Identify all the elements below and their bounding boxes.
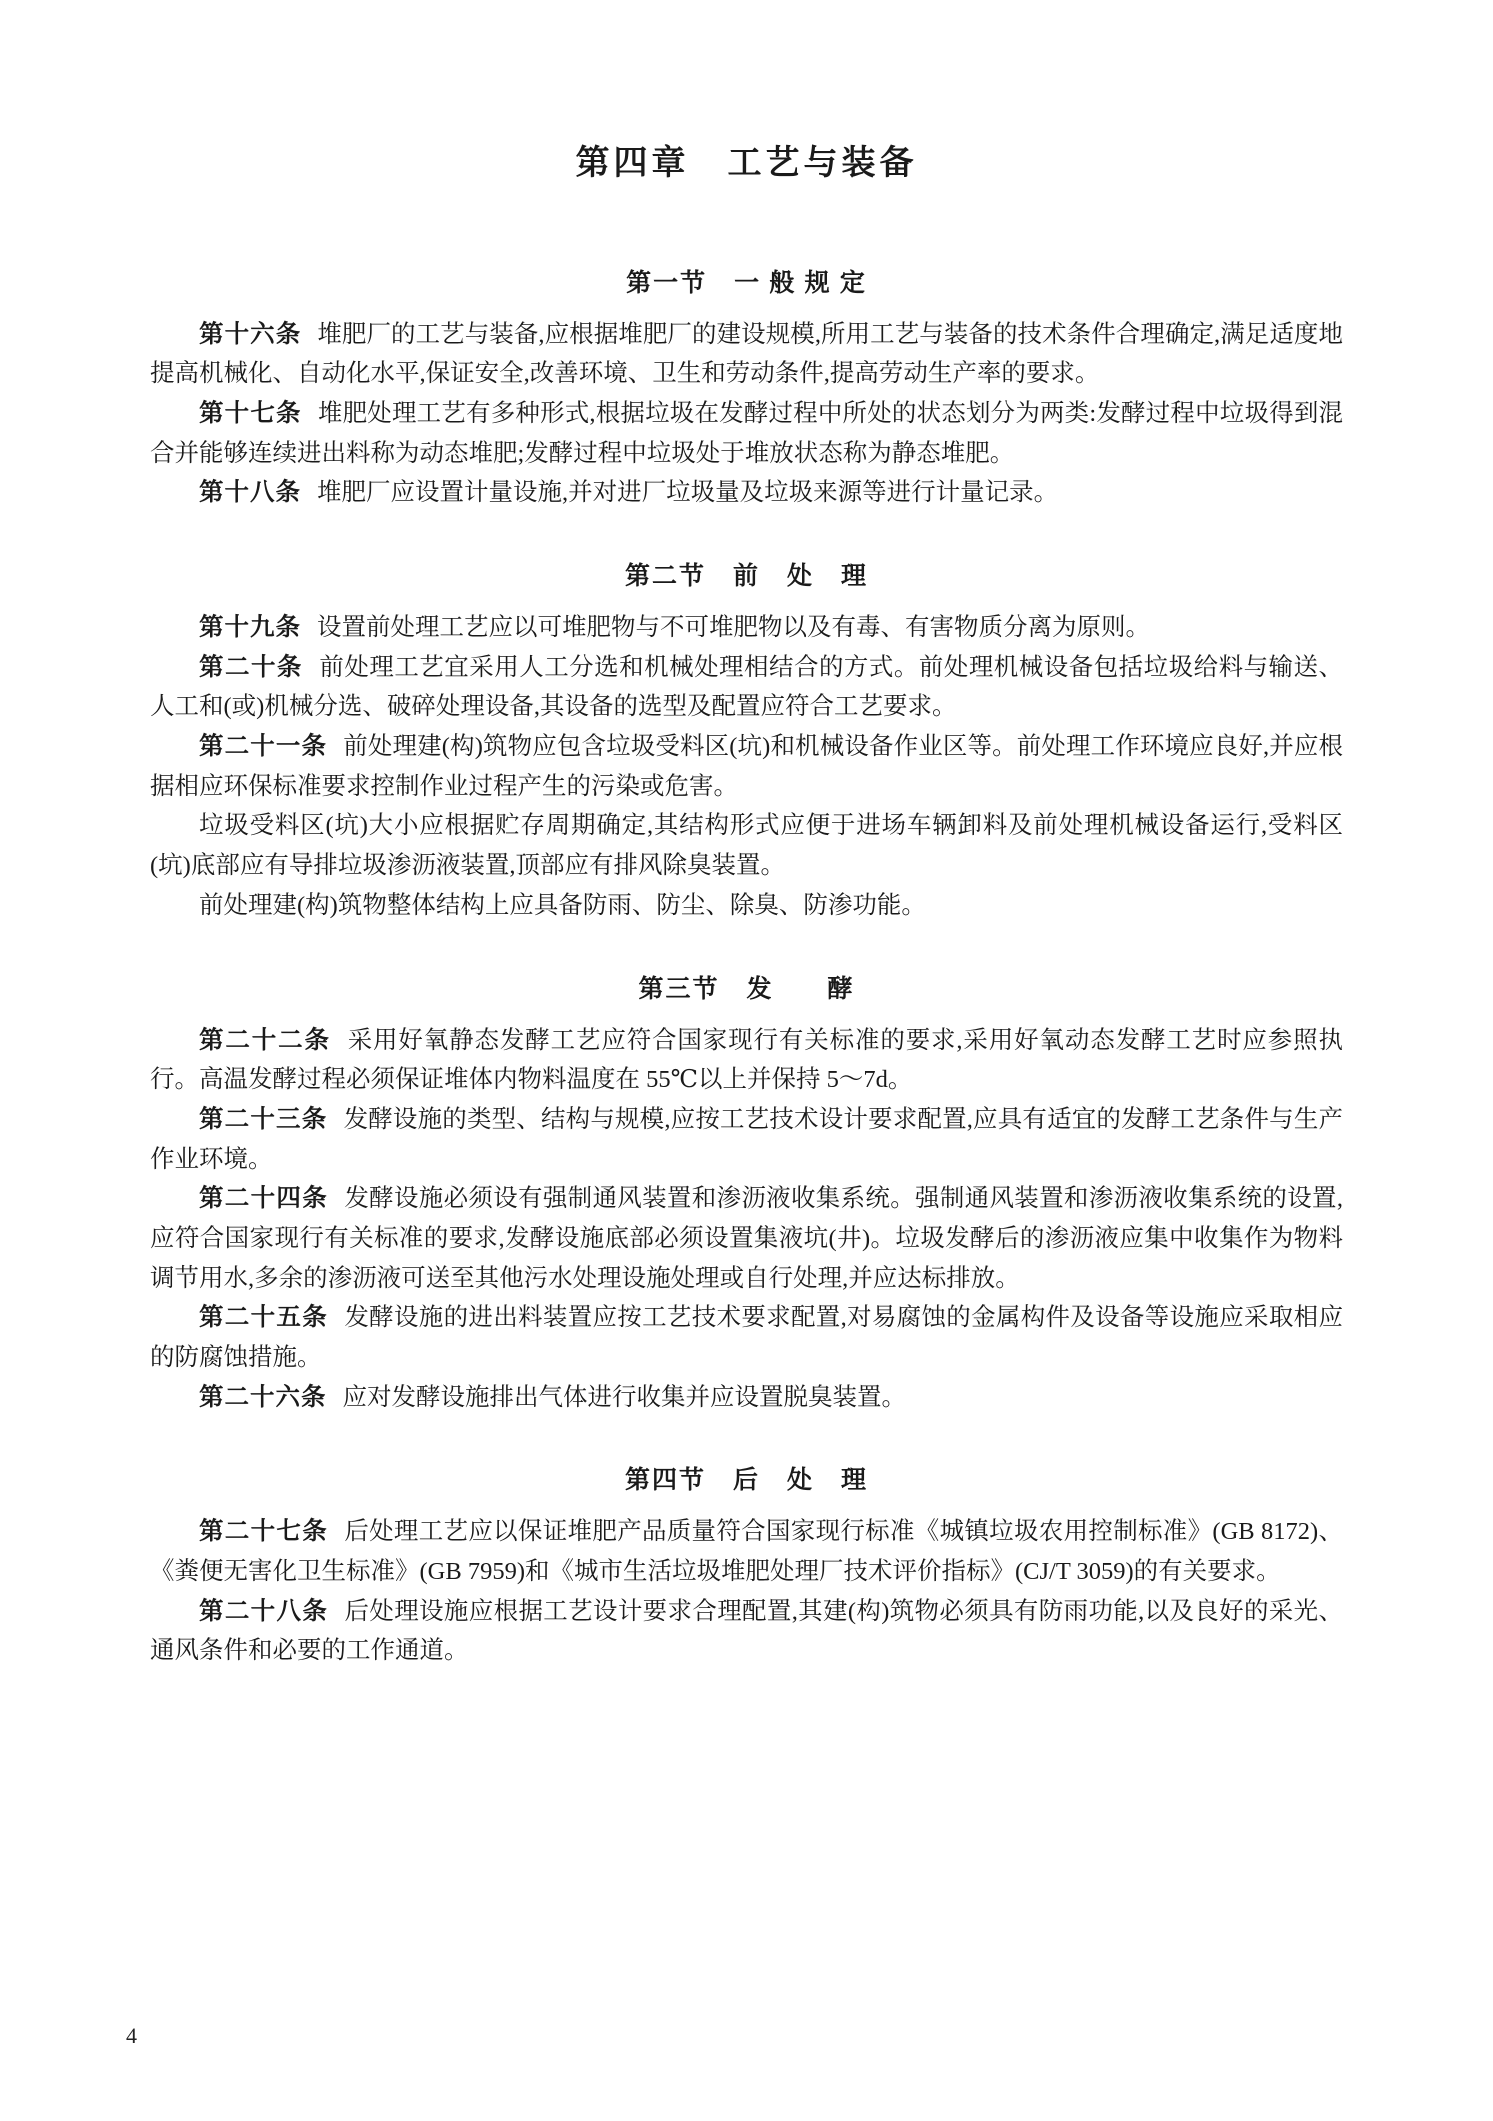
article-text: 垃圾受料区(坑)大小应根据贮存周期确定,其结构形式应便于进场车辆卸料及前处理机械设备运行,受料区(坑)底部应有导排垃圾渗沥液装置,顶部应有排风除臭装置。	[150, 812, 1343, 880]
article-text: 发酵设施的类型、结构与规模,应按工艺技术设计要求配置,应具有适宜的发酵工艺条件与生产作业环境。	[150, 1105, 1344, 1173]
article-label: 第二十四条	[199, 1185, 329, 1213]
section-heading-1: 第一节 一 般 规 定	[626, 269, 867, 297]
article-text: 堆肥处理工艺有多种形式,根据垃圾在发酵过程中所处的状态划分为两类:发酵过程中垃圾得到混合并能够连续进出料称为动态堆肥;发酵过程中垃圾处于堆放状态称为静态堆肥。	[150, 399, 1343, 467]
article-paragraph	[150, 1378, 1343, 1418]
article-text: 设置前处理工艺应以可堆肥物与不可堆肥物以及有毒、有害物质分离为原则。	[317, 614, 1150, 642]
article-paragraph	[150, 1179, 1343, 1298]
article-label: 第二十二条	[199, 1026, 331, 1054]
article-text: 应对发酵设施排出气体进行收集并应设置脱臭装置。	[342, 1383, 906, 1411]
article-text: 发酵设施的进出料装置应按工艺技术要求配置,对易腐蚀的金属构件及设备等设施应采取相应的防腐蚀措施。	[150, 1304, 1343, 1372]
article-paragraph	[150, 1592, 1343, 1671]
section-body-3	[150, 1021, 1343, 1418]
article-paragraph	[150, 886, 1343, 926]
section-heading-2: 第二节 前 处 理	[624, 563, 868, 591]
article-label: 第二十条	[199, 653, 303, 681]
section-heading-4: 第四节 后 处 理	[624, 1467, 868, 1495]
article-label: 第二十八条	[199, 1597, 329, 1625]
article-paragraph	[150, 806, 1343, 885]
article-text: 前处理工艺宜采用人工分选和机械处理相结合的方式。前处理机械设备包括垃圾给料与输送、人工和(或)机械分选、破碎处理设备,其设备的选型及配置应符合工艺要求。	[150, 653, 1344, 721]
article-paragraph	[150, 394, 1343, 473]
article-label: 第二十五条	[199, 1304, 329, 1332]
article-label: 第二十一条	[199, 733, 328, 761]
article-label: 第十七条	[199, 399, 302, 427]
article-text: 发酵设施必须设有强制通风装置和渗沥液收集系统。强制通风装置和渗沥液收集系统的设置,应符合国家现行有关标准的要求,发酵设施底部必须设置集液坑(井)。垃圾发酵后的渗沥液应集中收集作为物料调节用水,多余的渗沥液可送至其他污水处理设施处理或自行处理,并应达标排放。	[150, 1185, 1343, 1292]
article-paragraph	[150, 1021, 1343, 1100]
article-label: 第十八条	[199, 479, 301, 507]
section-heading-3: 第三节 发 酵	[638, 975, 855, 1003]
article-paragraph	[150, 1512, 1343, 1591]
section-body-1	[150, 315, 1343, 513]
article-text: 前处理建(构)筑物应包含垃圾受料区(坑)和机械设备作业区等。前处理工作环境应良好,并应根据相应环保标准要求控制作业过程产生的污染或危害。	[150, 733, 1343, 800]
page-number: 4	[126, 2023, 137, 2048]
article-label: 第十九条	[199, 614, 301, 642]
article-text: 采用好氧静态发酵工艺应符合国家现行有关标准的要求,采用好氧动态发酵工艺时应参照执行。高温发酵过程必须保证堆体内物料温度在 55℃以上并保持 5～7d。	[150, 1026, 1344, 1094]
article-paragraph	[150, 648, 1343, 727]
article-text: 后处理设施应根据工艺设计要求合理配置,其建(构)筑物必须具有防雨功能,以及良好的采光、通风条件和必要的工作通道。	[150, 1597, 1343, 1665]
section-body-4	[150, 1512, 1343, 1671]
article-paragraph	[150, 1298, 1343, 1377]
article-label: 第二十六条	[199, 1383, 327, 1411]
article-text: 堆肥厂应设置计量设施,并对进厂垃圾量及垃圾来源等进行计量记录。	[317, 479, 1059, 507]
article-text: 堆肥厂的工艺与装备,应根据堆肥厂的建设规模,所用工艺与装备的技术条件合理确定,满足适度地提高机械化、自动化水平,保证安全,改善环境、卫生和劳动条件,提高劳动生产率的要求。	[150, 320, 1344, 388]
article-label: 第二十七条	[199, 1518, 329, 1546]
article-text: 前处理建(构)筑物整体结构上应具备防雨、防尘、除臭、防渗功能。	[199, 891, 926, 919]
page-title: 第四章 工艺与装备	[575, 145, 918, 182]
section-body-2	[150, 608, 1343, 926]
article-label: 第十六条	[199, 320, 302, 348]
article-paragraph	[150, 315, 1343, 394]
article-paragraph	[150, 1100, 1343, 1179]
article-paragraph	[150, 608, 1343, 648]
article-paragraph	[150, 727, 1343, 806]
article-text: 后处理工艺应以保证堆肥产品质量符合国家现行标准《城镇垃圾农用控制标准》(GB 8172)、《粪便无害化卫生标准》(GB 7959)和《城市生活垃圾堆肥处理厂技术评价指标》(CJ/T 3059)的有关要求。	[150, 1518, 1343, 1586]
article-paragraph	[150, 473, 1343, 513]
article-label: 第二十三条	[199, 1105, 328, 1133]
